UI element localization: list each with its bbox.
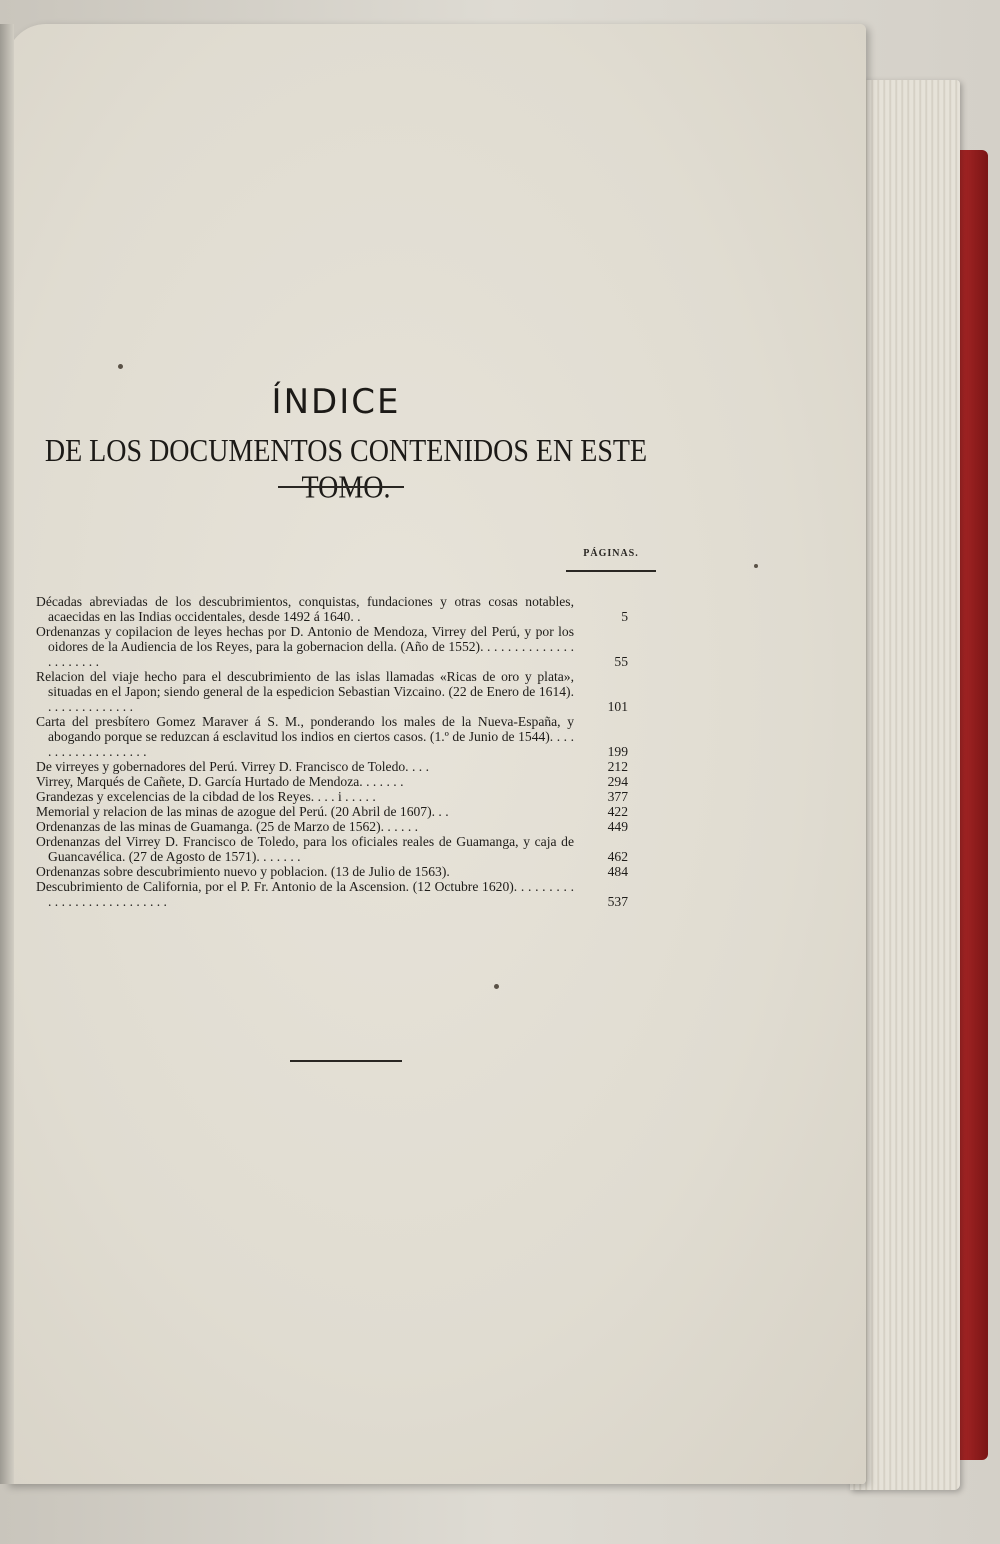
index-entry <box>36 879 636 909</box>
index-entry <box>36 864 636 879</box>
entry-title: Descubrimiento de California, por el P. Fr. Antonio de la Ascension. (12 Octubre 1620). . . . . . . . . . . . . . . . . . . . . . . . . . . <box>36 879 574 909</box>
paper-speck <box>118 364 123 369</box>
entry-page-number: 484 <box>607 864 628 879</box>
entry-page-number: 449 <box>607 819 628 834</box>
entry-page-number: 212 <box>607 759 628 774</box>
title-rule <box>278 486 404 488</box>
header-rule <box>566 570 656 572</box>
entry-title: De virreyes y gobernadores del Perú. Virrey D. Francisco de Toledo. . . . <box>36 759 429 774</box>
entry-page-number: 101 <box>607 699 628 714</box>
book-page <box>6 24 866 1484</box>
entry-page-number: 377 <box>607 789 628 804</box>
closing-rule <box>290 1060 402 1062</box>
paper-speck <box>494 984 499 989</box>
index-entry <box>36 819 636 834</box>
pages-column-header: PÁGINAS. <box>583 548 639 559</box>
book-gutter <box>0 24 14 1484</box>
entry-title: Virrey, Marqués de Cañete, D. García Hurtado de Mendoza. . . . . . . <box>36 774 404 789</box>
entry-title: Ordenanzas sobre descubrimiento nuevo y poblacion. (13 de Julio de 1563). <box>36 864 450 879</box>
index-entry <box>36 594 636 624</box>
entry-page-number: 462 <box>607 849 628 864</box>
entry-page-number: 422 <box>607 804 628 819</box>
page-stack <box>850 80 960 1490</box>
entry-page-number: 537 <box>607 894 628 909</box>
index-entry <box>36 759 636 774</box>
index-entry <box>36 714 636 759</box>
index-list <box>36 594 636 909</box>
entry-title: Décadas abreviadas de los descubrimientos, conquistas, fundaciones y otras cosas notables, acaecidas en las Indias occidentales, desde 1492 á 1640. . <box>36 594 574 624</box>
page-subtitle: DE LOS DOCUMENTOS CONTENIDOS EN ESTE TOMO. <box>44 433 648 506</box>
index-entry <box>36 789 636 804</box>
entry-title: Ordenanzas y copilacion de leyes hechas por D. Antonio de Mendoza, Virrey del Perú, y por los oidores de la Audiencia de los Reyes, para la gobernacion della. (Año de 1552). . . . . . . . . . . . . . . . . . . . . . <box>36 624 574 669</box>
index-entry <box>36 669 636 714</box>
entry-title: Relacion del viaje hecho para el descubrimiento de las islas llamadas «Ricas de oro y plata», situadas en el Japon; siendo general de la espedicion Sebastian Vizcaino. (22 de Enero de 1614). . . . . . . . . . . . . . <box>36 669 574 714</box>
entry-title: Carta del presbítero Gomez Maraver á S. M., ponderando los males de la Nueva-España, y abogando porque se reduzcan á esclavitud los indios en ciertos casos. (1.º de Junio de 1544). . . . . . . . . . . . . . . . . . . <box>36 714 574 759</box>
entry-page-number: 5 <box>621 609 628 624</box>
entry-title: Ordenanzas del Virrey D. Francisco de Toledo, para los oficiales reales de Guamanga, y caja de Guancavélica. (27 de Agosto de 1571). . . . . . . <box>36 834 574 864</box>
paper-speck <box>754 564 758 568</box>
index-entry <box>36 624 636 669</box>
index-entry <box>36 834 636 864</box>
entry-page-number: 294 <box>607 774 628 789</box>
entry-page-number: 55 <box>614 654 628 669</box>
entry-title: Memorial y relacion de las minas de azogue del Perú. (20 Abril de 1607). . . <box>36 804 449 819</box>
index-entry <box>36 774 636 789</box>
entry-page-number: 199 <box>607 744 628 759</box>
entry-title: Grandezas y excelencias de la cibdad de los Reyes. . . . i . . . . . <box>36 789 376 804</box>
index-entry <box>36 804 636 819</box>
entry-title: Ordenanzas de las minas de Guamanga. (25 de Marzo de 1562). . . . . . <box>36 819 419 834</box>
page-title: ÍNDICE <box>271 382 401 422</box>
